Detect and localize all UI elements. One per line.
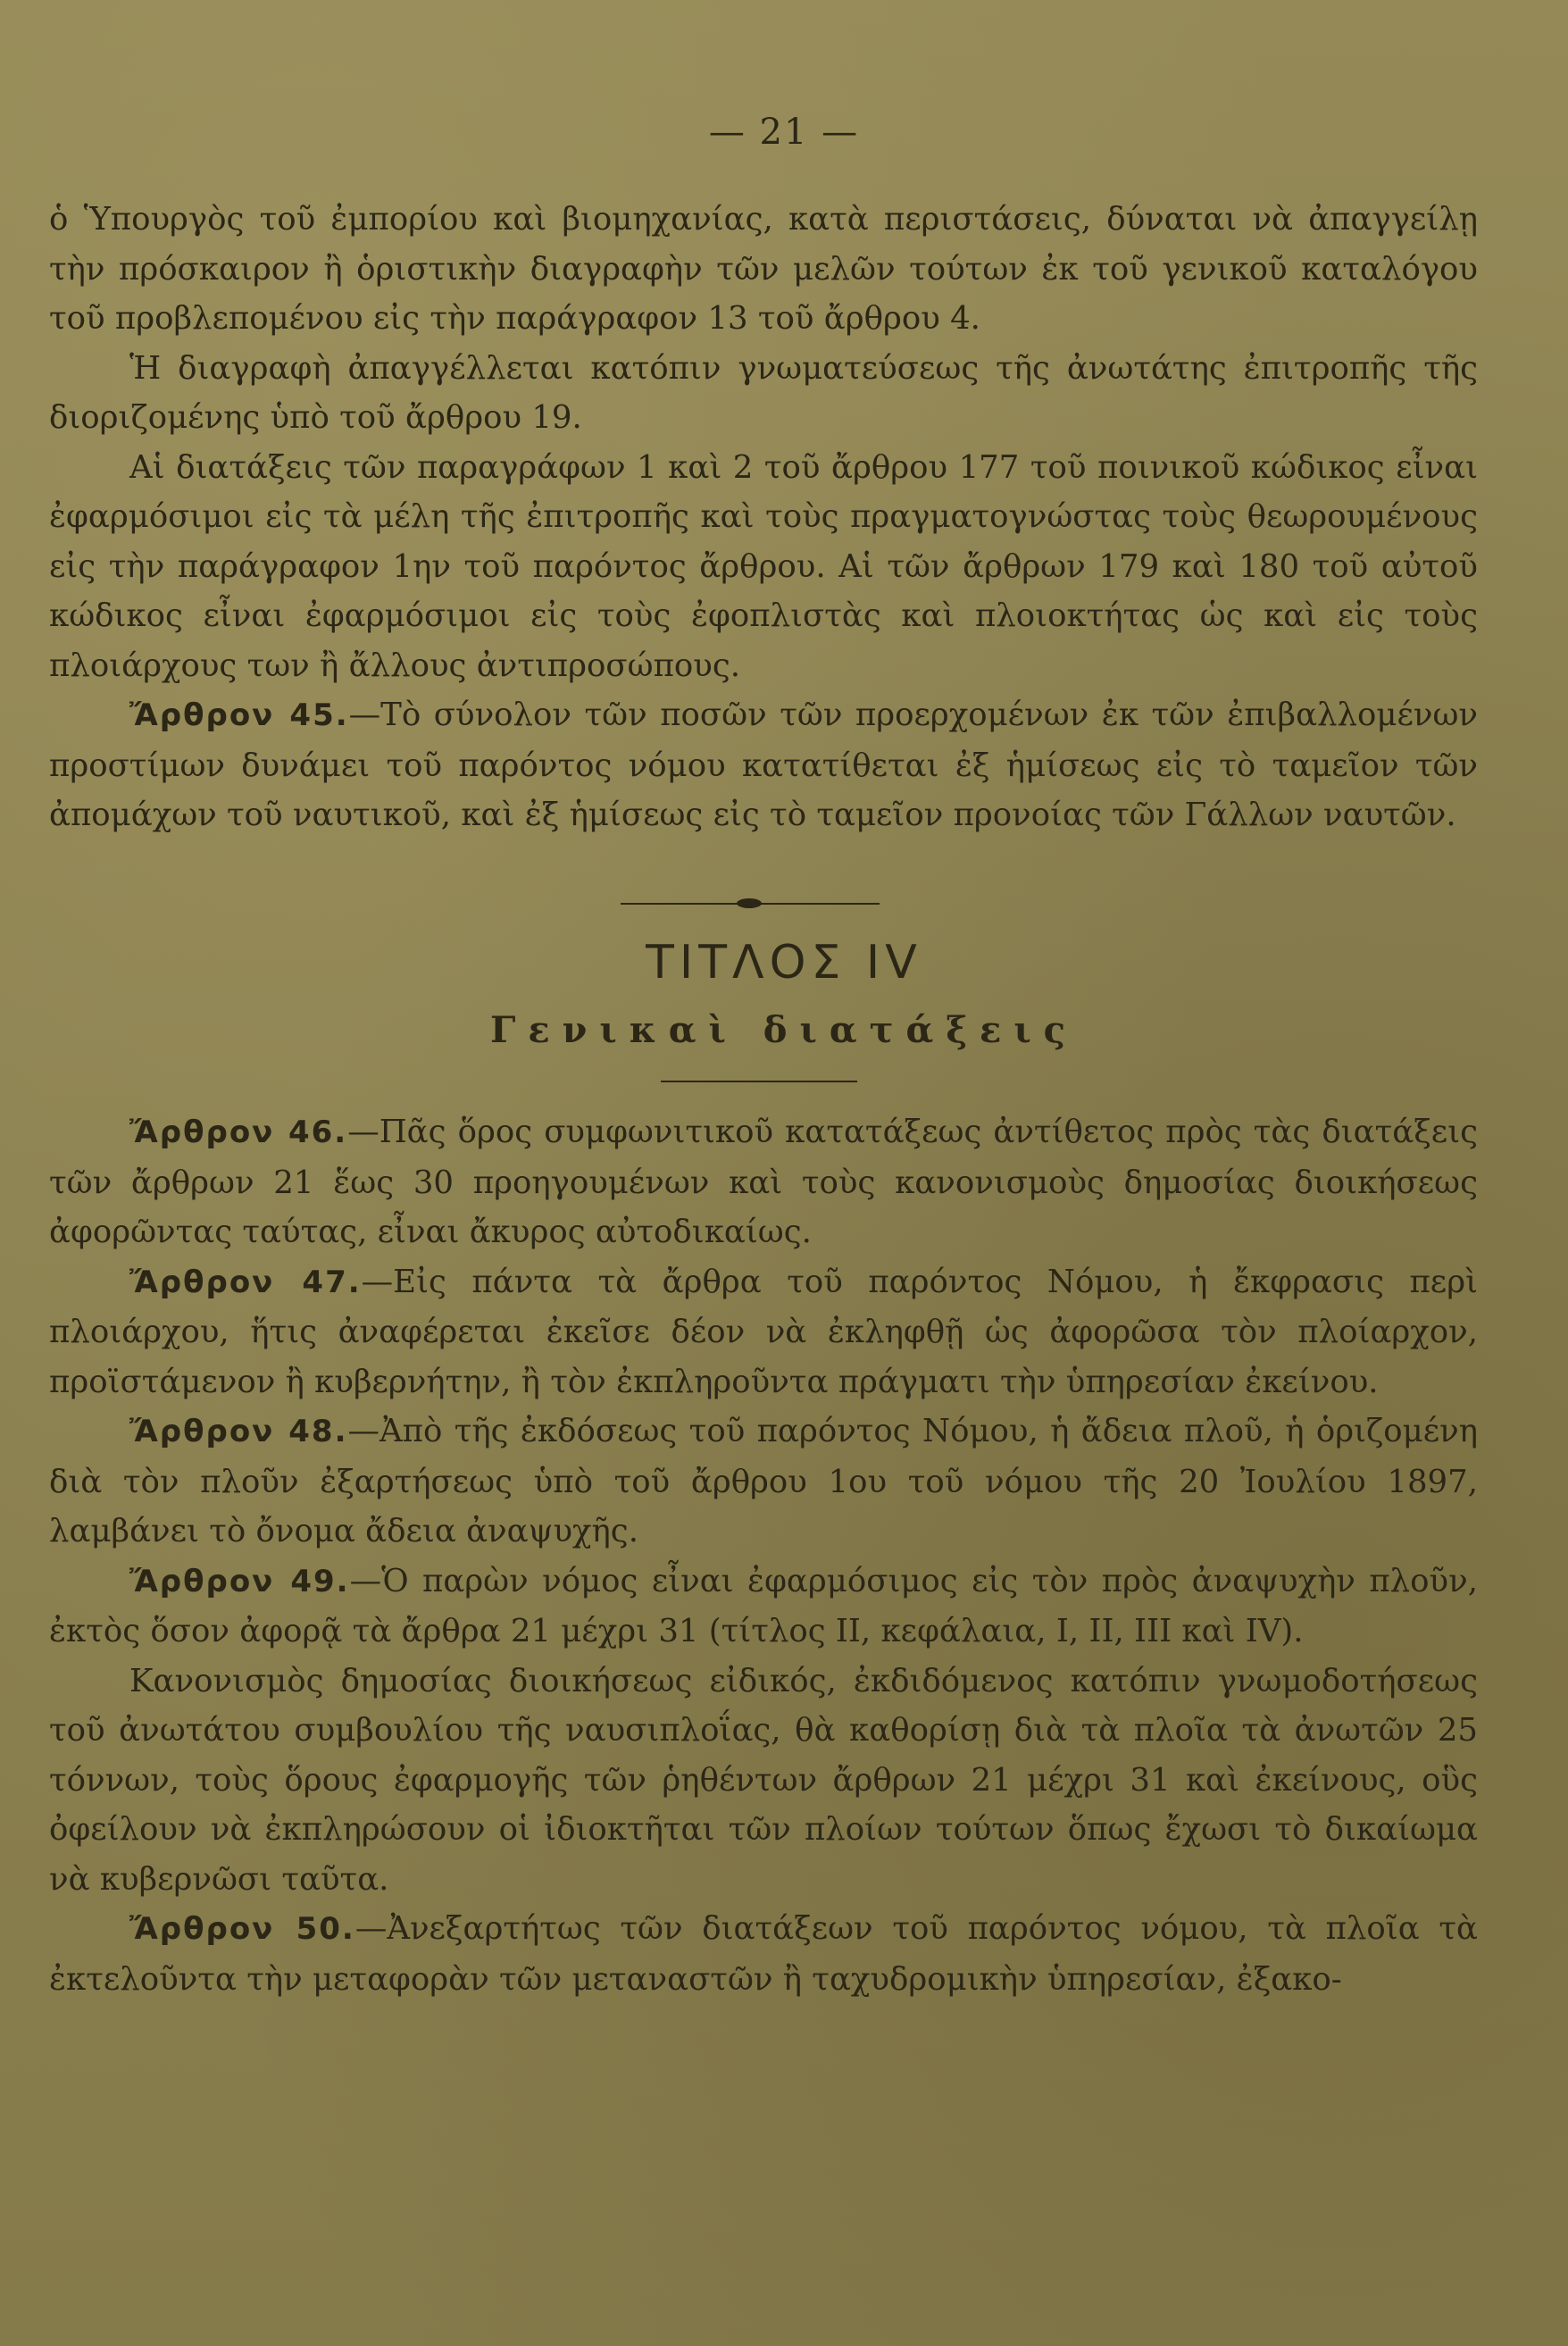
section-subtitle: Γενικαὶ διατάξεις xyxy=(489,1009,1079,1051)
article-46-text: —Πᾶς ὅρος συμφωνιτικοῦ κατατάξεως ἀντίθετος πρὸς τὰς διατάξεις τῶν ἄρθρων 21 ἕως 30 προηγουμένων καὶ τοὺς κανονισμοὺς δημοσίας διοικήσεως ἀφορῶντας ταύτας, εἶναι ἄκυρος αὐτοδικαίως. xyxy=(49,1114,1478,1250)
article-50-label: Ἄρθρον 50. xyxy=(129,1911,355,1947)
article-49-label: Ἄρθρον 49. xyxy=(129,1563,350,1599)
article-49 xyxy=(49,1557,1478,1657)
top-text-block xyxy=(49,195,1478,840)
article-45 xyxy=(49,690,1478,840)
article-47-text: —Εἰς πάντα τὰ ἄρθρα τοῦ παρόντος Νόμου, ἡ ἔκφρασις περὶ πλοιάρχου, ἥτις ἀναφέρεται ἐκεῖσε δέον νὰ ἐκληφθῇ ὡς ἀφορῶσα τὸν πλοίαρχον, προϊστάμενον ἢ κυβερνήτην, ἢ τὸν ἐκπληροῦντα πράγματι τὴν ὑπηρεσίαν ἐκείνου. xyxy=(49,1263,1478,1400)
paragraph-penal-code: Αἱ διατάξεις τῶν παραγράφων 1 καὶ 2 τοῦ ἄρθρου 177 τοῦ ποινικοῦ κώδικος εἶναι ἐφαρμόσιμοι εἰς τὰ μέλη τῆς ἐπιτροπῆς καὶ τοὺς πραγματογνώστας τοὺς θεωρουμένους εἰς τὴν παράγραφον 1ην τοῦ παρόντος ἄρθρου. Αἱ τῶν ἄρθρων 179 καὶ 180 τοῦ αὐτοῦ κώδικος εἶναι ἐφαρμόσιμοι εἰς τοὺς ἐφοπλιστὰς καὶ πλοιοκτήτας ὡς καὶ εἰς τοὺς πλοιάρχους των ἢ ἄλλους ἀντιπροσώπους. xyxy=(49,448,1478,684)
article-48-text: —Ἀπὸ τῆς ἐκδόσεως τοῦ παρόντος Νόμου, ἡ ἄδεια πλοῦ, ἡ ὁριζομένη διὰ τὸν πλοῦν ἐξαρτήσεως ὑπὸ τοῦ ἄρθρου 1ου τοῦ νόμου τῆς 20 Ἰουλίου 1897, λαμβάνει τὸ ὄνομα ἄδεια ἀναψυχῆς. xyxy=(49,1413,1478,1549)
paragraph-regulation: Κανονισμὸς δημοσίας διοικήσεως εἰδικός, ἐκδιδόμενος κατόπιν γνωμοδοτήσεως τοῦ ἀνωτάτου συμβουλίου τῆς ναυσιπλοΐας, θὰ καθορίσῃ διὰ τὰ πλοῖα τὰ ἀνωτῶν 25 τόννων, τοὺς ὅρους ἐφαρμογῆς τῶν ῥηθέντων ἄρθρων 21 μέχρι 31 καὶ ἐκείνους, οὓς ὀφείλουν νὰ ἐκπληρώσουν οἱ ἰδιοκτῆται τῶν πλοίων τούτων ὅπως ἔχωσι τὸ δικαίωμα νὰ κυβερνῶσι ταῦτα. xyxy=(49,1662,1478,1898)
article-45-label: Ἄρθρον 45. xyxy=(129,697,349,733)
article-50 xyxy=(49,1904,1478,2004)
article-46 xyxy=(49,1107,1478,1257)
divider-ornament xyxy=(737,898,762,908)
paragraph-minister-deletion: ὁ Ὑπουργὸς τοῦ ἐμπορίου καὶ βιομηχανίας, κατὰ περιστάσεις, δύναται νὰ ἀπαγγείλῃ τὴν πρόσκαιρον ἢ ὁριστικὴν διαγραφὴν τῶν μελῶν τούτων ἐκ τοῦ γενικοῦ καταλόγου τοῦ προβλεπομένου εἰς τὴν παράγραφον 13 τοῦ ἄρθρου 4. xyxy=(49,201,1478,337)
article-47 xyxy=(49,1257,1478,1407)
article-47-label: Ἄρθρον 47. xyxy=(129,1264,362,1300)
article-49-text: —Ὁ παρὼν νόμος εἶναι ἐφαρμόσιμος εἰς τὸν πρὸς ἀναψυχὴν πλοῦν, ἐκτὸς ὅσον ἀφορᾷ τὰ ἄρθρα 21 μέχρι 31 (τίτλος II, κεφάλαια, I, II, III καὶ IV). xyxy=(49,1562,1478,1649)
page-number: — 21 — xyxy=(708,112,860,153)
bottom-text-block xyxy=(49,1107,1478,2004)
article-45-text: —Τὸ σύνολον τῶν ποσῶν τῶν προερχομένων ἐκ τῶν ἐπιβαλλομένων προστίμων δυνάμει τοῦ παρόντος νόμου κατατίθεται ἐξ ἡμίσεως εἰς τὸ ταμεῖον τῶν ἀπομάχων τοῦ ναυτικοῦ, καὶ ἐξ ἡμίσεως εἰς τὸ ταμεῖον προνοίας τῶν Γάλλων ναυτῶν. xyxy=(49,697,1478,833)
article-48 xyxy=(49,1407,1478,1557)
section-title: ΤΙΤΛΟΣ IV xyxy=(646,936,922,989)
paragraph-deletion-procedure: Ἡ διαγραφὴ ἀπαγγέλλεται κατόπιν γνωματεύσεως τῆς ἀνωτάτης ἐπιτροπῆς τῆς διοριζομένης ὑπὸ τοῦ ἄρθρου 19. xyxy=(49,349,1478,436)
ornamental-divider xyxy=(621,897,880,910)
article-46-label: Ἄρθρον 46. xyxy=(129,1115,348,1150)
subtitle-rule xyxy=(661,1081,857,1082)
article-48-label: Ἄρθρον 48. xyxy=(129,1414,348,1449)
article-50-text: —Ἀνεξαρτήτως τῶν διατάξεων τοῦ παρόντος νόμου, τὰ πλοῖα τὰ ἐκτελοῦντα τὴν μεταφορὰν τῶν μεταναστῶν ἢ ταχυδρομικὴν ὑπηρεσίαν, ἐξακο- xyxy=(49,1910,1478,1998)
